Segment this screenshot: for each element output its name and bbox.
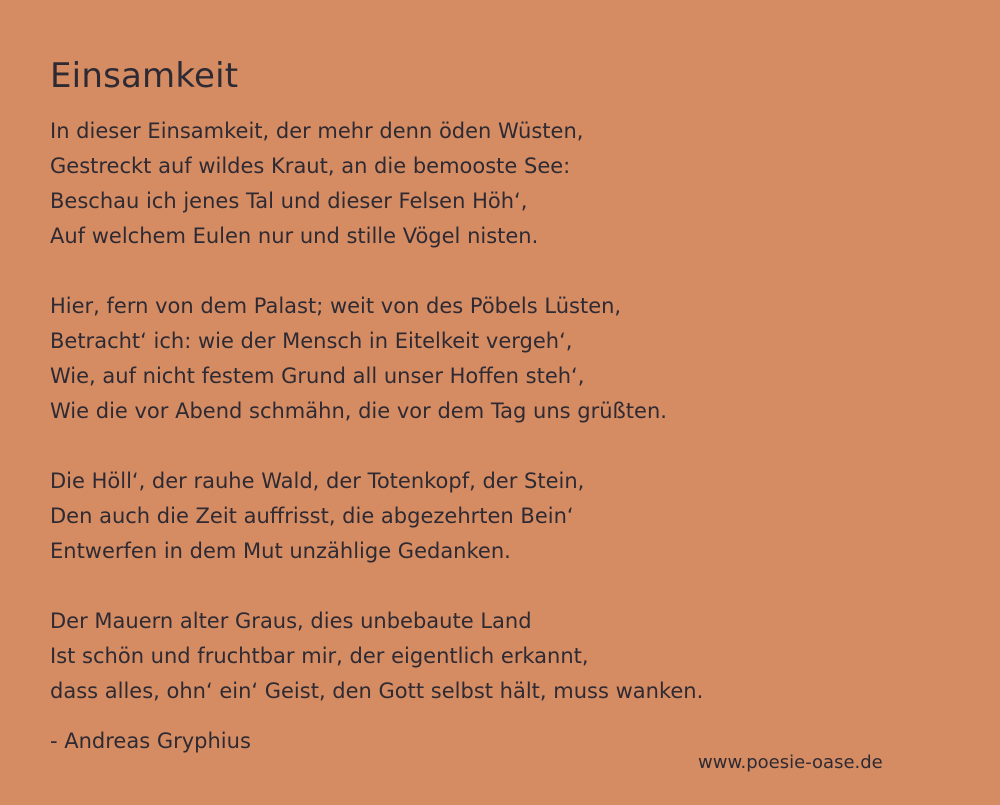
- poem-line: Gestreckt auf wildes Kraut, an die bemooste See:: [50, 154, 571, 178]
- stanza: [50, 114, 950, 254]
- stanza: [50, 289, 950, 429]
- poem-line: Wie die vor Abend schmähn, die vor dem Tag uns grüßten.: [50, 399, 667, 423]
- poem-title: Einsamkeit: [50, 56, 239, 96]
- poem-line: Hier, fern von dem Palast; weit von des Pöbels Lüsten,: [50, 294, 622, 318]
- poem-line: Betracht‘ ich: wie der Mensch in Eitelkeit vergeh‘,: [50, 329, 573, 353]
- poem-line: Die Höll‘, der rauhe Wald, der Totenkopf, der Stein,: [50, 469, 585, 493]
- stanza: [50, 464, 950, 569]
- poem-line: Wie, auf nicht festem Grund all unser Hoffen steh‘,: [50, 364, 585, 388]
- poem-line: Auf welchem Eulen nur und stille Vögel nisten.: [50, 224, 539, 248]
- poem-body: [50, 114, 950, 744]
- author-attribution: - Andreas Gryphius: [50, 729, 251, 753]
- website-watermark: www.poesie-oase.de: [698, 752, 883, 773]
- poem-line: Beschau ich jenes Tal und dieser Felsen Höh‘,: [50, 189, 528, 213]
- poem-line: Entwerfen in dem Mut unzählige Gedanken.: [50, 539, 511, 563]
- stanza: [50, 604, 950, 709]
- poem-line: Den auch die Zeit auffrisst, die abgezehrten Bein‘: [50, 504, 574, 528]
- poem-line: Der Mauern alter Graus, dies unbebaute Land: [50, 609, 532, 633]
- poem-line: dass alles, ohn‘ ein‘ Geist, den Gott selbst hält, muss wanken.: [50, 679, 704, 703]
- poem-line: In dieser Einsamkeit, der mehr denn öden Wüsten,: [50, 119, 584, 143]
- poem-line: Ist schön und fruchtbar mir, der eigentlich erkannt,: [50, 644, 589, 668]
